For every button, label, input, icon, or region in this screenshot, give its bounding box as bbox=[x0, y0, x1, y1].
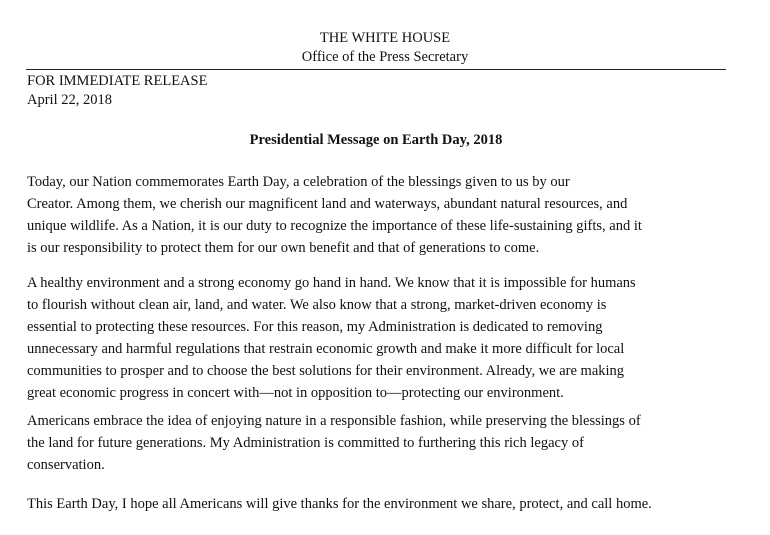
paragraph-line: communities to prosper and to choose the best solutions for their environment. Already, we are making bbox=[27, 363, 625, 379]
paragraph-line: unnecessary and harmful regulations that restrain economic growth and make it more difficult for local bbox=[27, 341, 625, 357]
paragraph-line: Creator. Among them, we cherish our magnificent land and waterways, abundant natural resources, and bbox=[27, 196, 628, 212]
paragraph-line: Americans embrace the idea of enjoying nature in a responsible fashion, while preserving the blessings of bbox=[27, 413, 641, 429]
office-name: Office of the Press Secretary bbox=[301, 49, 469, 65]
paragraph-line: A healthy environment and a strong economy go hand in hand. We know that it is impossible for humans bbox=[27, 275, 636, 291]
body-paragraph-1 bbox=[27, 171, 752, 259]
release-date: April 22, 2018 bbox=[27, 92, 112, 108]
paragraph-line: unique wildlife. As a Nation, it is our duty to recognize the importance of these life-sustaining gifts, and it bbox=[27, 218, 642, 234]
release-label: FOR IMMEDIATE RELEASE bbox=[27, 73, 208, 89]
body-paragraph-2 bbox=[27, 272, 752, 404]
header-divider bbox=[26, 69, 726, 70]
paragraph-line: to flourish without clean air, land, and water. We also know that a strong, market-driven economy is bbox=[27, 297, 607, 313]
paragraph-line: is our responsibility to protect them for our own benefit and that of generations to come. bbox=[27, 240, 540, 256]
document-title: Presidential Message on Earth Day, 2018 bbox=[249, 132, 503, 148]
paragraph-line: the land for future generations. My Administration is committed to furthering this rich legacy of bbox=[27, 435, 584, 451]
organization-name: THE WHITE HOUSE bbox=[319, 30, 451, 46]
body-paragraph-4 bbox=[27, 493, 752, 515]
paragraph-line: conservation. bbox=[27, 457, 105, 473]
paragraph-line: This Earth Day, I hope all Americans will give thanks for the environment we share, protect, and call home. bbox=[27, 496, 652, 512]
paragraph-line: great economic progress in concert with—not in opposition to—protecting our environment. bbox=[27, 385, 564, 401]
paragraph-line: essential to protecting these resources. For this reason, my Administration is dedicated to removing bbox=[27, 319, 603, 335]
paragraph-line: Today, our Nation commemorates Earth Day, a celebration of the blessings given to us by our bbox=[27, 174, 570, 190]
body-paragraph-3 bbox=[27, 410, 752, 476]
